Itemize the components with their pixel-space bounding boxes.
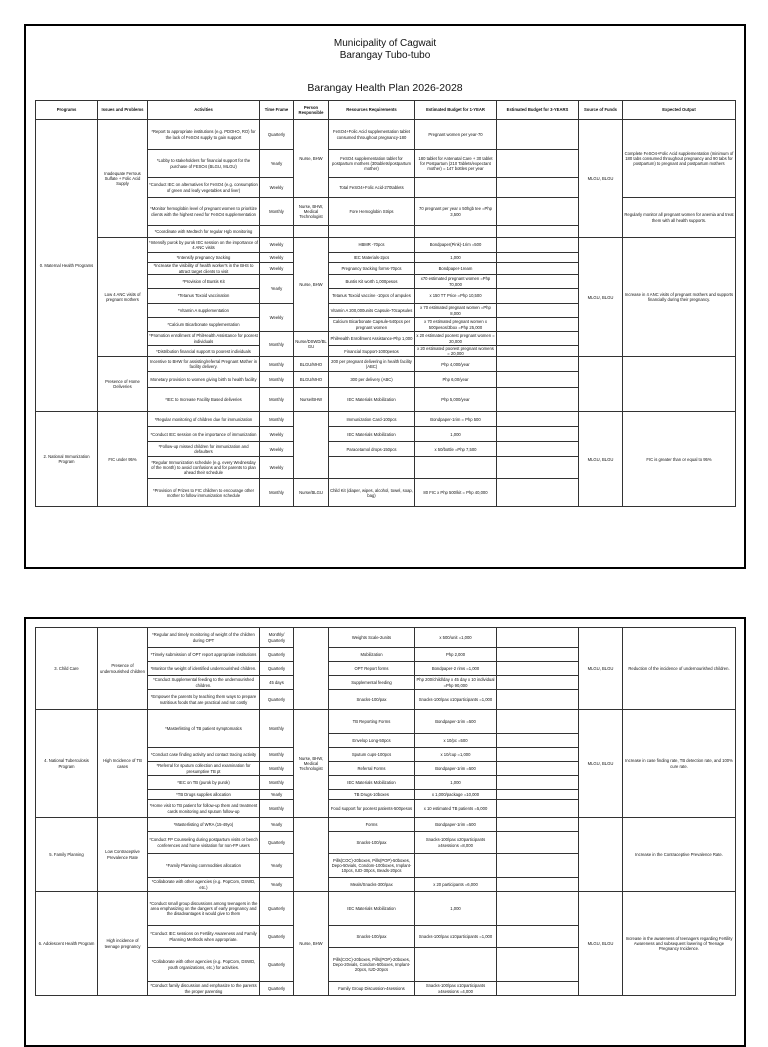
- table-row: [36, 818, 736, 832]
- table-cell: FeSO4 supplementation tablet for postpartum mothers (30tablets/postpartum mother): [329, 150, 415, 178]
- table-cell: Child Kit (diaper, wipes, alcohol, towel, soap, bag): [329, 479, 415, 507]
- table-cell: [497, 710, 579, 734]
- table-cell: *TB Drugs supplies allocation: [148, 790, 260, 800]
- table-cell: 6. Adolescent Health Program: [36, 892, 98, 996]
- table-cell: *Intensify pregnancy tracking: [148, 253, 260, 263]
- table-cell: 3. Child Care: [36, 628, 98, 710]
- table-cell: *Conduct case finding activity and contact tracing activity: [148, 748, 260, 762]
- table-cell: [497, 878, 579, 892]
- table-cell: [497, 357, 579, 372]
- table-cell: *Distribution financial support to poorest individuals: [148, 346, 260, 357]
- table-cell: High Incidence of TB cases: [98, 710, 148, 818]
- table-cell: 1,000: [415, 776, 497, 790]
- table-cell: Quarterly: [260, 982, 294, 996]
- table-cell: [497, 372, 579, 388]
- table-cell: [497, 120, 579, 150]
- table-cell: [497, 854, 579, 878]
- table-cell: [294, 628, 329, 710]
- table-cell: Bondpaper-1rim = Php 500: [415, 412, 497, 427]
- table-cell: Complete FeSO4+Folic Acid supplementation (minimum of 180 tabs consumed throughout pregnancy and 90 tabs for postpartum) to pregnant and postpartum mothers: [623, 120, 736, 198]
- table-cell: Vitamin A 200,000units Capsule-70capsules: [329, 304, 415, 318]
- table-cell: [579, 818, 623, 892]
- table-cell: Yearly: [260, 275, 294, 304]
- table-cell: *Follow-up missed children for immunization and defaulters: [148, 442, 260, 457]
- table-cell: BLGU/MHO: [294, 372, 329, 388]
- table-cell: [497, 648, 579, 662]
- table-cell: Mobilization: [329, 648, 415, 662]
- table-cell: [497, 790, 579, 800]
- table-cell: [497, 332, 579, 346]
- table-cell: [579, 357, 623, 412]
- table-cell: Monthly: [260, 479, 294, 507]
- table-cell: Inadequate Ferrous Sulfate + Folic Acid Supply: [98, 120, 148, 238]
- column-header: Source of Funds: [579, 101, 623, 120]
- table-cell: Monthly: [260, 800, 294, 818]
- table-cell: Monthly: [260, 388, 294, 412]
- table-row: [36, 412, 736, 427]
- table-cell: *Monitor the weight of identified undernourished children.: [148, 662, 260, 676]
- table-cell: [497, 926, 579, 948]
- table-cell: [497, 442, 579, 457]
- table-cell: HBMR -70pcs: [329, 238, 415, 253]
- table-cell: Tetanus Toxoid vaccine -10pcs of ampules: [329, 289, 415, 304]
- table-cell: Monthly: [260, 762, 294, 776]
- table-cell: *Masterlisting of WRA (15-49yo): [148, 818, 260, 832]
- table-cell: MLGU, BLGU: [579, 120, 623, 238]
- column-header: Estimated Budget for 3-YEARS: [497, 101, 579, 120]
- table-cell: [415, 226, 497, 238]
- column-header: Programs: [36, 101, 98, 120]
- table-cell: Quarterly: [260, 832, 294, 854]
- table-cell: Buntis Kit worth 1,000pesos: [329, 275, 415, 289]
- table-cell: Php 200/child/day x 45 day x 10 individual =Php 90,000: [416, 677, 495, 688]
- table-cell: 4. National Tuberculosis Program: [36, 710, 98, 818]
- column-header: Resources Requirements: [329, 101, 415, 120]
- table-cell: Snacks-100/pax x10participants =1,000: [415, 690, 497, 710]
- table-cell: [415, 178, 497, 198]
- table-cell: [497, 982, 579, 996]
- table-cell: [497, 412, 579, 427]
- table-cell: [329, 226, 415, 238]
- table-cell: x 50/bottle =Php 7,500: [415, 442, 497, 457]
- table-cell: IEC Materials Mobilization: [329, 892, 415, 926]
- column-header: Expected Output: [623, 101, 736, 120]
- table-cell: Increase in the Contraceptive Prevalence Rate.: [623, 818, 736, 892]
- table-cell: x 20 participants =6,000: [415, 878, 497, 892]
- table-cell: Weekly: [260, 442, 294, 457]
- table-cell: 70 pregnant per year x 50hgb tee =Php 3,500: [415, 198, 497, 226]
- health-plan-table-1: [35, 100, 736, 507]
- table-cell: Pills(COC)-20boxes, Pills(POP)-50boxes, Depo-50vials, Condom-100boxes, Implant-10pcs, IUD-30pcs, Beads-20pcs: [329, 854, 415, 878]
- table-cell: *Collaborate with other agencies (e.g. PopCom, DSWD, youth organizations, etc.) for activities.: [148, 948, 260, 982]
- table-cell: *Conduct family discussion and emphasize to the parents the proper parenting: [148, 982, 260, 996]
- table-cell: *Report to appropriate institutions (e.g. PDOHO, RO) for the lack of FeSO4 supply to gain support: [148, 120, 260, 150]
- table-cell: Presence of Home Deliveries: [98, 357, 148, 412]
- table-row: [36, 357, 736, 372]
- table-cell: 45 days: [260, 676, 294, 690]
- table-row: [36, 892, 736, 926]
- table-cell: IEC Materials Mobilization: [329, 388, 415, 412]
- table-cell: Php 6,00/year: [415, 372, 497, 388]
- table-cell: *Regular monitoring of children due for immunization: [148, 412, 260, 427]
- table-cell: Monthly: [260, 776, 294, 790]
- table-cell: [260, 226, 294, 238]
- table-cell: 2. National Immunization Program: [36, 412, 98, 507]
- table-cell: Quarterly: [260, 926, 294, 948]
- table-cell: High incidence of teenage pregnancy: [98, 892, 148, 996]
- table-cell: Nurse, BHW: [294, 120, 329, 198]
- table-cell: Bondpaper-1rim =500: [415, 710, 497, 734]
- table-cell: Monthly: [260, 412, 294, 427]
- table-cell: MLGU, BLGU: [579, 892, 623, 996]
- table-cell: Bondpaper-1ream: [415, 263, 497, 275]
- table-cell: *Referral for sputum collection and examination for presumptive TB pt: [148, 762, 260, 776]
- table-cell: [497, 427, 579, 442]
- table-cell: [294, 818, 329, 892]
- table-cell: [497, 238, 579, 253]
- table-cell: x 150 TT Price =Php 10,500: [415, 289, 497, 304]
- table-cell: Weekly: [260, 427, 294, 442]
- table-cell: *Conduct FP Counseling during postpartum visits or bench conferences and home visitation for non-FP users: [148, 832, 260, 854]
- table-cell: [497, 226, 579, 238]
- table-cell: [497, 178, 579, 198]
- table-cell: Meals/Snacks-300/pax: [329, 878, 415, 892]
- table-cell: 200 per pregnant delivering in health facility (ABC): [329, 357, 415, 372]
- table-cell: [415, 854, 497, 878]
- table-cell: Yearly: [260, 150, 294, 178]
- table-cell: Immunization Card-100pcs: [329, 412, 415, 427]
- table-header-row: [36, 101, 736, 120]
- table-cell: Monthly: [260, 748, 294, 762]
- table-cell: *Masterlisting of TB patient symptomatics: [148, 710, 260, 748]
- table-cell: 1,000: [415, 253, 497, 263]
- table-cell: Snacks-100/pax: [329, 926, 415, 948]
- table-cell: *Collaborate with other agencies (e.g. PopCom, DSWD, etc.): [148, 878, 260, 892]
- table-cell: x70 estimated pregnant women =Php 70,000: [415, 275, 497, 289]
- table-cell: [497, 457, 579, 479]
- table-cell: [497, 676, 579, 690]
- column-header: Time Frame: [260, 101, 294, 120]
- table-cell: [497, 346, 579, 357]
- table-cell: Php 5,000/year: [415, 388, 497, 412]
- table-cell: *Family Planning commodities allocation: [148, 854, 260, 878]
- table-cell: Increase in the awareness of teenagers regarding Fertility Awareness and subsequent lowering of Teenage Pregnancy Incidence.: [623, 892, 736, 996]
- table-cell: *Conduct small group discussions among teenagers in the area emphasizing on the dangers of early pregnancy and the disadvantages it would give to them: [148, 892, 260, 926]
- table-cell: [294, 412, 329, 479]
- table-cell: Snacks-100/pax x20participants x4sessions =8,000: [415, 832, 497, 854]
- table-cell: [497, 800, 579, 818]
- table-cell: Financial Support-1000pesos: [329, 346, 415, 357]
- table-cell: 180 tablet for Antenatal Care + 30 tablet for Postpartum (210 Tablets/expectant mother) = 147 bottles per year: [415, 150, 497, 178]
- table-cell: Weekly: [260, 238, 294, 253]
- table-cell: [329, 457, 415, 479]
- table-cell: Pregnancy tracking forms-70pcs: [329, 263, 415, 275]
- table-cell: *Conduct IEC sessions on Fertility Awareness and Family Planning Methods when appropriate.: [148, 926, 260, 948]
- table-cell: [497, 662, 579, 676]
- table-cell: Nurse, BHW, Medical Technologist: [294, 710, 329, 818]
- table-cell: 80 FIC x Php 500/kit = Php 40,000: [415, 479, 497, 507]
- table-cell: FIC is greater than or equal to 95%: [623, 412, 736, 507]
- table-cell: [497, 628, 579, 648]
- table-cell: IEC Materials Mobilization: [329, 427, 415, 442]
- table-cell: [497, 388, 579, 412]
- table-cell: Snacks-100/pax x10participants =1,000: [415, 926, 497, 948]
- table-cell: Weekly: [260, 178, 294, 198]
- table-cell: Bondpaper-2 rims =1,000: [415, 662, 497, 676]
- table-cell: Quarterly: [260, 892, 294, 926]
- table-cell: [497, 948, 579, 982]
- table-cell: Monthly: [260, 357, 294, 372]
- table-cell: *Increase the visibility of health worker's in the BHS to attract target clients to visit: [148, 263, 260, 275]
- table-cell: [497, 748, 579, 762]
- table-cell: Yearly: [260, 878, 294, 892]
- table-cell: Yearly: [260, 790, 294, 800]
- health-plan-table-2: [35, 627, 736, 996]
- table-cell: Nurse/DSWD/BLGU: [294, 332, 329, 357]
- table-cell: FeSO4+Folic Acid supplementation tablet consumed throughout pregnancy-180: [329, 120, 415, 150]
- table-cell: 300 per delivery (ABC): [329, 372, 415, 388]
- table-cell: [497, 892, 579, 926]
- table-cell: Snacks-100/pax x10participants x4sessions =4,000: [415, 982, 497, 996]
- table-cell: Weekly: [260, 304, 294, 332]
- table-cell: [497, 198, 579, 226]
- table-cell: Food support for poorest patients-500pesos: [329, 800, 415, 818]
- barangay-name: Barangay Tubo-tubo: [339, 50, 431, 61]
- table-cell: Low Contraceptive Prevalence Rate: [98, 818, 148, 892]
- table-cell: MLGU, BLGU: [579, 412, 623, 507]
- column-header: Person Responsible: [294, 101, 329, 120]
- table-cell: Pills(COC)-20boxes, Pills(POP)-20boxes, Depo-20vials, Condom-50boxes, Implant-20pcs, IUD-20pcs: [329, 948, 415, 982]
- table-cell: *Promotion enrollment of PhilHealth Assistance for poorest individuals: [149, 333, 258, 344]
- table-cell: [294, 226, 329, 238]
- table-cell: Snacks-100/pax: [329, 690, 415, 710]
- table-cell: Forms: [329, 818, 415, 832]
- table-cell: x 70 estimated pregnant women =Php 8,000: [415, 304, 497, 318]
- table-cell: [497, 253, 579, 263]
- table-cell: IEC Materials Mobilization: [329, 776, 415, 790]
- table-cell: [497, 776, 579, 790]
- document-page-2: [24, 617, 746, 1047]
- table-cell: x 500/unit =1,000: [415, 628, 497, 648]
- table-cell: Php 4,000/year: [415, 357, 497, 372]
- table-cell: PhilHealth Enrollment Assistance-Php 1,000: [329, 332, 415, 346]
- table-cell: Monthly: [260, 710, 294, 748]
- table-cell: Weights Scale-2units: [329, 628, 415, 648]
- table-cell: [415, 457, 497, 479]
- table-cell: [497, 479, 579, 507]
- table-cell: Weekly: [260, 457, 294, 479]
- table-cell: *Empower the parents by teaching them ways to prepare nutritious foods that are practical and not costly: [148, 690, 260, 710]
- table-cell: TB Drugs-10boxes: [329, 790, 415, 800]
- table-cell: [497, 318, 579, 332]
- table-cell: 5. Family Planning: [36, 818, 98, 892]
- table-cell: Incentive to BHW for assisting/referral Pregnant Mother in facility delivery.: [148, 357, 260, 372]
- column-header: Estimated Budget for 1-YEAR: [415, 101, 497, 120]
- table-row: [36, 120, 736, 150]
- table-cell: Total FeSO4+Folic Acid-270tablets: [329, 178, 415, 198]
- table-cell: *Conduct Supplemental feeding to the undernourished children.: [148, 676, 260, 690]
- table-cell: Fore Hemoglobin Strips: [329, 198, 415, 226]
- table-cell: [497, 734, 579, 748]
- table-cell: Paracetamol drops-150pcs: [329, 442, 415, 457]
- table-cell: Monthly: [260, 198, 294, 226]
- table-row: [36, 238, 736, 253]
- plan-title: Barangay Health Plan 2026-2028: [307, 82, 463, 94]
- table-cell: Nurse/BHW: [294, 388, 329, 412]
- table-cell: Low 4 ANC visits of pregnant mothers: [98, 238, 148, 357]
- table-cell: x 20 estimated poorest pregnant womens = 20,000: [415, 346, 497, 357]
- table-cell: x 1,000/package =10,000: [415, 790, 497, 800]
- table-cell: *Conduct IEC session on the importance of immunization: [148, 427, 260, 442]
- table-cell: Referral Forms: [329, 762, 415, 776]
- column-header: Issues and Problems: [98, 101, 148, 120]
- table-row: [36, 628, 736, 648]
- table-cell: Increase in case finding rate, TB detection rate, and 100% cure rate.: [623, 710, 736, 818]
- table-cell: Weekly: [260, 253, 294, 263]
- table-cell: [623, 357, 736, 412]
- table-cell: *Monitor hemoglobin level of pregnant women to prioritize clients with the highest need for FeSO4 supplementation: [148, 198, 260, 226]
- table-cell: 0. Maternal Health Programs: [36, 120, 98, 412]
- table-cell: Yearly: [260, 818, 294, 832]
- table-cell: *Provision of Buntis Kit: [148, 275, 260, 289]
- table-cell: Monthly: [260, 372, 294, 388]
- table-cell: MLGU, BLGU: [579, 710, 623, 818]
- table-cell: *IEC to Increase Facility Based deliveries: [148, 388, 260, 412]
- table-cell: Weekly: [260, 263, 294, 275]
- table-cell: Snacks-100/pax: [329, 832, 415, 854]
- table-cell: x 10/cup =1,000: [415, 748, 497, 762]
- table-cell: Regularly monitor all pregnant women for anemia and treat them with all health supports.: [623, 198, 736, 238]
- table-cell: x 10/pc =500: [415, 734, 497, 748]
- table-cell: [497, 275, 579, 289]
- table-cell: 1,000: [415, 892, 497, 926]
- table-cell: Family Group Discussion-4sessions: [329, 982, 415, 996]
- table-cell: x 20 estimated poorest pregnant women = 20,000: [416, 333, 495, 344]
- table-cell: MLGU, BLGU: [579, 628, 623, 710]
- table-cell: [497, 690, 579, 710]
- table-cell: Monthly/ Quarterly: [260, 628, 294, 648]
- table-cell: *Regular and timely monitoring of weight of the children during OPT: [148, 628, 260, 648]
- table-cell: Monetary provision to women giving birth to health facility: [148, 372, 260, 388]
- table-cell: OPT Report forms: [329, 662, 415, 676]
- table-cell: [415, 948, 497, 982]
- table-cell: Presence of undernourished children: [98, 628, 148, 710]
- table-cell: [497, 289, 579, 304]
- table-cell: *Home visit to TB patient for follow-up them and treatment cards monitoring and sputum follow-up: [148, 800, 260, 818]
- table-cell: IEC Materials-2pcs: [329, 253, 415, 263]
- municipality-name: Municipality of Cagwait: [333, 38, 437, 49]
- table-cell: TB Reporting Forms: [329, 710, 415, 734]
- column-header: Activities: [148, 101, 260, 120]
- table-cell: Php 2,000: [415, 648, 497, 662]
- table-cell: [497, 762, 579, 776]
- table-cell: Bondpaper(Pink)-1rim =500: [415, 238, 497, 253]
- document-page-1: [24, 24, 746, 569]
- table-cell: Sputum cups-100pcs: [329, 748, 415, 762]
- table-cell: *Conduct IEC on alternatives for FeSO4 (e.g. consumption of green and leafy vegetables and liver): [148, 178, 260, 198]
- table-cell: Bondpaper-1rim =500: [415, 818, 497, 832]
- table-cell: Monthly: [260, 332, 294, 357]
- table-cell: x 10 estimated TB patients =5,000: [415, 800, 497, 818]
- table-cell: Nurse, BHW: [294, 238, 329, 332]
- table-cell: Nurse/BLGU: [294, 479, 329, 507]
- table-cell: *Coordinate with Medtech for regular Hgb monitoring: [148, 226, 260, 238]
- table-cell: Bondpaper-1rim =500: [415, 762, 497, 776]
- table-cell: Supplemental feeding: [329, 676, 415, 690]
- table-cell: [497, 150, 579, 178]
- table-cell: Reduction of the incidence of undernourished children.: [623, 628, 736, 710]
- table-cell: [497, 818, 579, 832]
- table-cell: *Lobby to stakeholders for financial support for the purchase of FESO4 (BLGU, MLGU): [148, 150, 260, 178]
- table-cell: Yearly: [260, 854, 294, 878]
- table-cell: Calcium Bicarbonate Capsule-540pcs per pregnant women: [329, 318, 415, 332]
- table-cell: [497, 304, 579, 318]
- table-row: [36, 710, 736, 734]
- table-cell: *Provision of Prizes to FIC children to encourage other mother to follow immunization schedule: [148, 479, 260, 507]
- table-cell: Quarterly: [260, 120, 294, 150]
- table-cell: *Tetanus Toxoid vaccination: [148, 289, 260, 304]
- table-cell: Quarterly: [260, 648, 294, 662]
- table-cell: *Calcium Bicarbonate supplementation: [148, 318, 260, 332]
- table-cell: x 70 estimated pregnant women x 500pesos/3box =Php 25,000: [415, 318, 497, 332]
- table-cell: Quarterly: [260, 690, 294, 710]
- table-cell: FIC under 95%: [98, 412, 148, 507]
- table-cell: Nurse, BHW, Medical Technologist: [294, 198, 329, 226]
- table-cell: Envelop Long-50pcs: [329, 734, 415, 748]
- table-cell: *IEC on TB (purok by purok): [148, 776, 260, 790]
- table-cell: [497, 263, 579, 275]
- table-cell: Quarterly: [260, 662, 294, 676]
- table-cell: Nurse, BHW: [294, 892, 329, 996]
- table-cell: *Vitamin A supplementation: [148, 304, 260, 318]
- table-cell: MLGU, BLGU: [579, 238, 623, 357]
- table-cell: [497, 832, 579, 854]
- table-cell: *Intensify purok by purok IEC session on the importance of 4 ANC visits: [148, 238, 260, 253]
- table-cell: Pregnant women per year-70: [415, 120, 497, 150]
- table-cell: 1,000: [415, 427, 497, 442]
- table-cell: BLGU/MHO: [294, 357, 329, 372]
- table-cell: *Regular Immunization schedule (e.g. every Wednesday of the month) to avoid confusions and for parents to plan ahead their schedule: [148, 457, 260, 479]
- table-cell: Increase in 4 ANC visits of pregnant mothers and supports financially during their pregnancy.: [623, 238, 736, 357]
- table-cell: *Timely submission of OPT report appropriate institutions: [148, 648, 260, 662]
- table-cell: Quarterly: [260, 948, 294, 982]
